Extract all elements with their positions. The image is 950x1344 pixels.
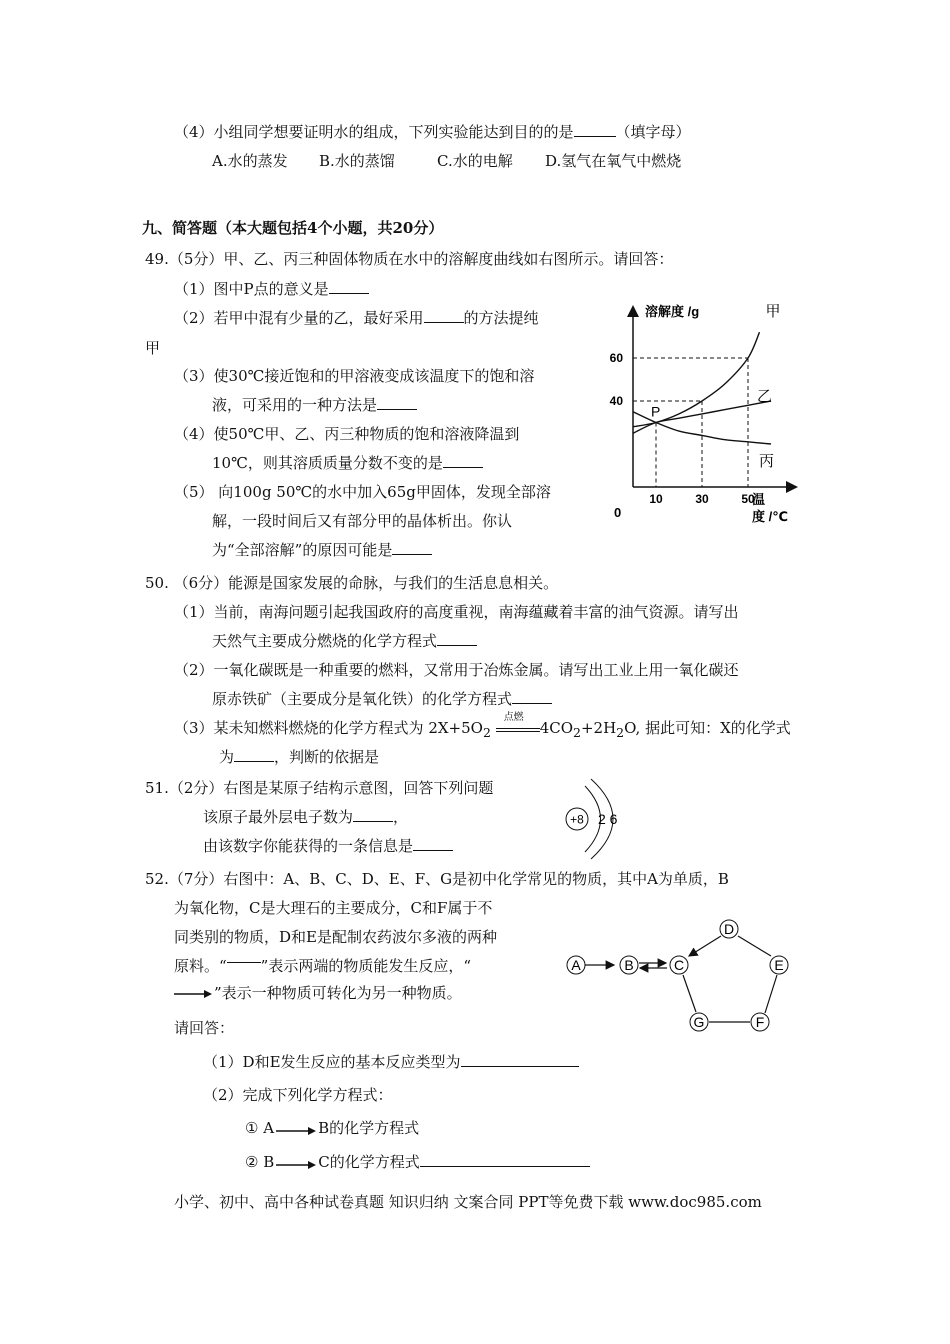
answer-blank[interactable]: [377, 395, 417, 410]
conversion-arrow-symbol: [174, 988, 214, 1000]
conversion-arrow-icon: [274, 1157, 318, 1169]
node-e-label: E: [774, 957, 784, 973]
q50-part2-line1: （2）一氧化碳既是一种重要的燃料，又常用于冶炼金属。请写出工业上用一氧化碳还: [174, 661, 739, 679]
q50-part3-line1: （3）某未知燃料燃烧的化学方程式为 $2X+5O_2$ 点燃 $4CO_2+2H_2O$, 据此可知：X的化学式: [174, 712, 791, 740]
answer-blank[interactable]: [392, 540, 432, 555]
answer-blank[interactable]: [413, 836, 453, 851]
q48-4-stem: （4）小组同学想要证明水的组成，下列实验能达到目的的是 （填字母）: [174, 123, 691, 141]
q49-part2: （2）若甲中混有少量的乙，最好采用 的方法提纯: [174, 309, 539, 327]
q49-part4-line2: 10℃，则其溶质质量分数不变的是: [212, 453, 483, 473]
atom-structure-diagram: [560, 778, 640, 860]
solubility-chart: [595, 290, 805, 530]
q50-part1-line1: （1）当前，南海问题引起我国政府的高度重视，南海蕴藏着丰富的油气资源。请写出: [174, 603, 739, 621]
node-f-label: F: [755, 1014, 765, 1030]
q50-part2-line2: 原赤铁矿（主要成分是氧化铁）的化学方程式: [212, 689, 552, 709]
answer-blank[interactable]: [353, 807, 393, 822]
q49-part5-line3: 为“全部溶解”的原因可能是: [212, 540, 432, 560]
q49-part4-line1: （4）使50℃甲、乙、丙三种物质的饱和溶液降温到: [174, 425, 520, 443]
q50-part3-line2: 为 ，判断的依据是: [219, 748, 380, 766]
answer-blank[interactable]: [424, 308, 464, 323]
q49-part1: （1）图中P点的意义是: [174, 279, 369, 299]
nucleus-charge: +8: [570, 812, 584, 827]
q52-part2: （2）完成下列化学方程式：: [203, 1086, 393, 1104]
q49-part3-line1: （3）使30℃接近饱和的甲溶液变成该温度下的饱和溶: [174, 367, 535, 385]
line-g-c: [683, 975, 696, 1012]
answer-blank[interactable]: [512, 689, 552, 704]
answer-blank[interactable]: [443, 453, 483, 468]
answer-blank[interactable]: [420, 1152, 590, 1167]
answer-blank[interactable]: [329, 279, 369, 294]
footer-text: 小学、初中、高中各种试卷真题 知识归纳 文案合同 PPT等免费下载 www.doc985.com: [174, 1193, 762, 1211]
arrow-d-to-c: [689, 936, 721, 956]
reaction-line-symbol: [227, 962, 261, 973]
line-e-f: [765, 975, 777, 1013]
node-c-label: C: [673, 957, 685, 973]
x-tick-label-2: 50: [741, 492, 755, 506]
x-axis-label-2: 度 /℃: [752, 509, 788, 524]
q48-4-option-d: D.氢气在氧气中燃烧: [545, 152, 682, 170]
x-tick-label-0: 10: [649, 492, 663, 506]
answer-blank[interactable]: [234, 747, 274, 762]
answer-blank[interactable]: [437, 631, 477, 646]
q52-line4: 原料。“ ”表示两端的物质能发生反应，“: [174, 957, 472, 975]
origin-label: 0: [614, 505, 622, 520]
q51-stem: 51.（2分）右图是某原子结构示意图，回答下列问题: [145, 779, 494, 797]
q52-ask: 请回答：: [174, 1019, 235, 1037]
q52-line2: 为氧化物，C是大理石的主要成分，C和F属于不: [174, 899, 493, 917]
q49-part3-line2: 液，可采用的一种方法是: [212, 395, 417, 415]
series-label-0: 甲: [765, 303, 781, 321]
q49-part5-line2: 解，一段时间后又有部分甲的晶体析出。你认: [212, 512, 513, 530]
x-tick-label-1: 30: [695, 492, 709, 506]
q48-4-option-c: C.水的电解: [437, 152, 513, 170]
node-d-label: D: [723, 921, 735, 937]
section-title: 九、简答题（本大题包括4个小题，共20分）: [142, 219, 444, 237]
y-tick-label-0: 40: [609, 394, 623, 408]
y-tick-label-1: 60: [609, 351, 623, 365]
q52-part1: （1）D和E发生反应的基本反应类型为: [203, 1052, 579, 1072]
q48-4-option-b: B.水的蒸馏: [319, 152, 395, 170]
q52-part2-eq2: ② B C的化学方程式: [245, 1152, 590, 1172]
answer-blank[interactable]: [461, 1052, 579, 1067]
series-label-1: 乙: [757, 388, 773, 405]
q51-part1: 该原子最外层电子数为 ，: [203, 808, 409, 826]
substance-relation-diagram: [558, 912, 808, 1040]
conversion-arrow-icon: [274, 1123, 318, 1135]
line-d-e: [738, 936, 771, 956]
y-axis-label: 溶解度 /g: [645, 304, 700, 319]
x-axis-label-1: 温: [752, 492, 766, 507]
node-b-label: B: [624, 957, 634, 973]
q51-part2: 由该数字你能获得的一条信息是: [203, 836, 453, 856]
reaction-condition: 点燃: [496, 719, 540, 733]
q49-part2-tail: 甲: [145, 339, 161, 357]
electron-counts: 2 6: [598, 811, 618, 827]
q52-part2-eq1: ① A B的化学方程式: [245, 1119, 420, 1137]
node-g-label: G: [693, 1014, 705, 1030]
series-label-2: 丙: [759, 453, 775, 470]
q49-part5-line1: （5） 向100g 50℃的水中加入65g甲固体，发现全部溶: [174, 483, 551, 501]
q48-4-option-a: A.水的蒸发: [212, 152, 288, 170]
q50-stem: 50. （6分）能源是国家发展的命脉，与我们的生活息息相关。: [145, 574, 559, 592]
point-p-label: P: [651, 403, 661, 420]
node-a-label: A: [571, 957, 581, 973]
q52-stem: 52.（7分）右图中：A、B、C、D、E、F、G是初中化学常见的物质，其中A为单质，B: [145, 870, 729, 888]
q52-line3: 同类别的物质，D和E是配制农药波尔多液的两种: [174, 928, 497, 946]
q50-part1-line2: 天然气主要成分燃烧的化学方程式: [212, 631, 477, 651]
answer-blank[interactable]: [574, 122, 616, 137]
q52-line5: ”表示一种物质可转化为另一种物质。: [174, 983, 462, 1003]
q49-stem: 49.（5分）甲、乙、丙三种固体物质在水中的溶解度曲线如右图所示。请回答：: [145, 250, 674, 268]
